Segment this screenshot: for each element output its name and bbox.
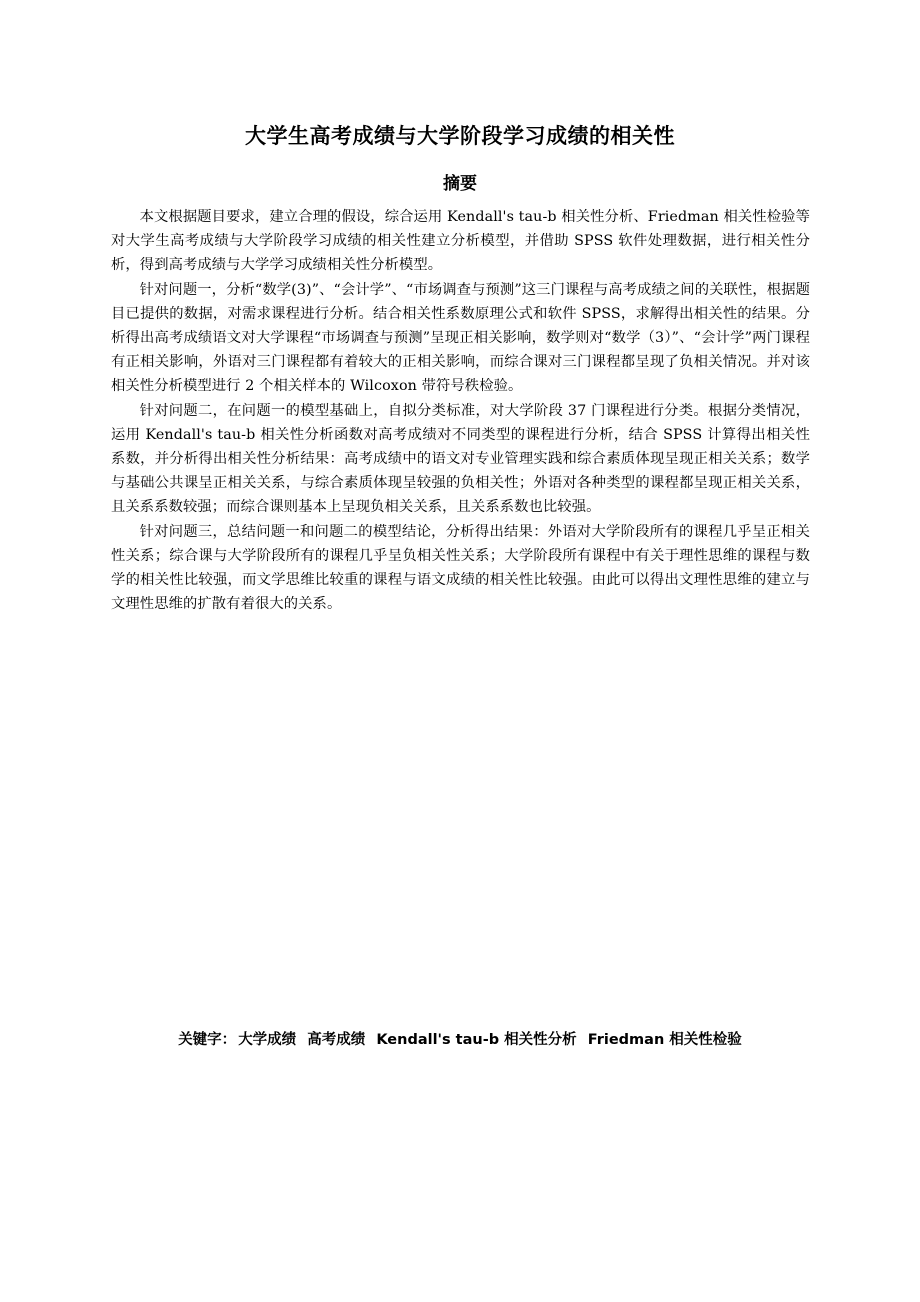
abstract-paragraph-1: 本文根据题目要求，建立合理的假设，综合运用 Kendall's tau-b 相关性分析、Friedman 相关性检验等对大学生高考成绩与大学阶段学习成绩的相关性建立分析模型，并借助 SPSS 软件处理数据，进行相关性分析，得到高考成绩与大学学习成绩相关性分析模型。 <box>111 209 810 274</box>
abstract-paragraph-2: 针对问题一，分析“数学(3)”、“会计学”、“市场调查与预测”这三门课程与高考成绩之间的关联性，根据题目已提供的数据，对需求课程进行分析。结合相关性系数原理公式和软件 SPSS，求解得出相关性的结果。分析得出高考成绩语文对大学课程“市场调查与预测”呈现正相关影响，数学则对“数学（3）”、“会计学”两门课程有正相关影响，外语对三门课程都有着较大的正相关影响，而综合课对三门课程都呈现了负相关情况。并对该相关性分析模型进行 2 个相关样本的 Wilcoxon 带符号秩检验。 <box>111 281 810 395</box>
abstract-paragraph-3: 针对问题二，在问题一的模型基础上，自拟分类标准，对大学阶段 37 门课程进行分类。根据分类情况，运用 Kendall's tau-b 相关性分析函数对高考成绩对不同类型的课程进行分析，结合 SPSS 计算得出相关性系数，并分析得出相关性分析结果：高考成绩中的语文对专业管理实践和综合素质体现呈现正相关关系；数学与基础公共课呈正相关关系，与综合素质体现呈较强的负相关性；外语对各种类型的课程都呈现正相关关系，且关系系数较强；而综合课则基本上呈现负相关关系，且关系系数也比较强。 <box>111 402 810 516</box>
keywords-line <box>0 1026 920 1054</box>
keyword-item: 高考成绩 <box>307 1032 366 1048</box>
paper-title: 大学生高考成绩与大学阶段学习成绩的相关性 <box>245 124 675 148</box>
keyword-item: Friedman 相关性检验 <box>587 1032 742 1048</box>
keyword-item: Kendall's tau-b 相关性分析 <box>376 1032 577 1048</box>
abstract-heading: 摘要 <box>443 174 477 194</box>
keywords-label: 关键字： <box>178 1032 237 1048</box>
keyword-item: 大学成绩 <box>238 1032 297 1048</box>
abstract-paragraph-4: 针对问题三，总结问题一和问题二的模型结论，分析得出结果：外语对大学阶段所有的课程几乎呈正相关性关系；综合课与大学阶段所有的课程几乎呈负相关性关系；大学阶段所有课程中有关于理性思维的课程与数学的相关性比较强，而文学思维比较重的课程与语文成绩的相关性比较强。由此可以得出文理性思维的建立与文理性思维的扩散有着很大的关系。 <box>111 523 810 613</box>
abstract-body <box>111 205 810 616</box>
